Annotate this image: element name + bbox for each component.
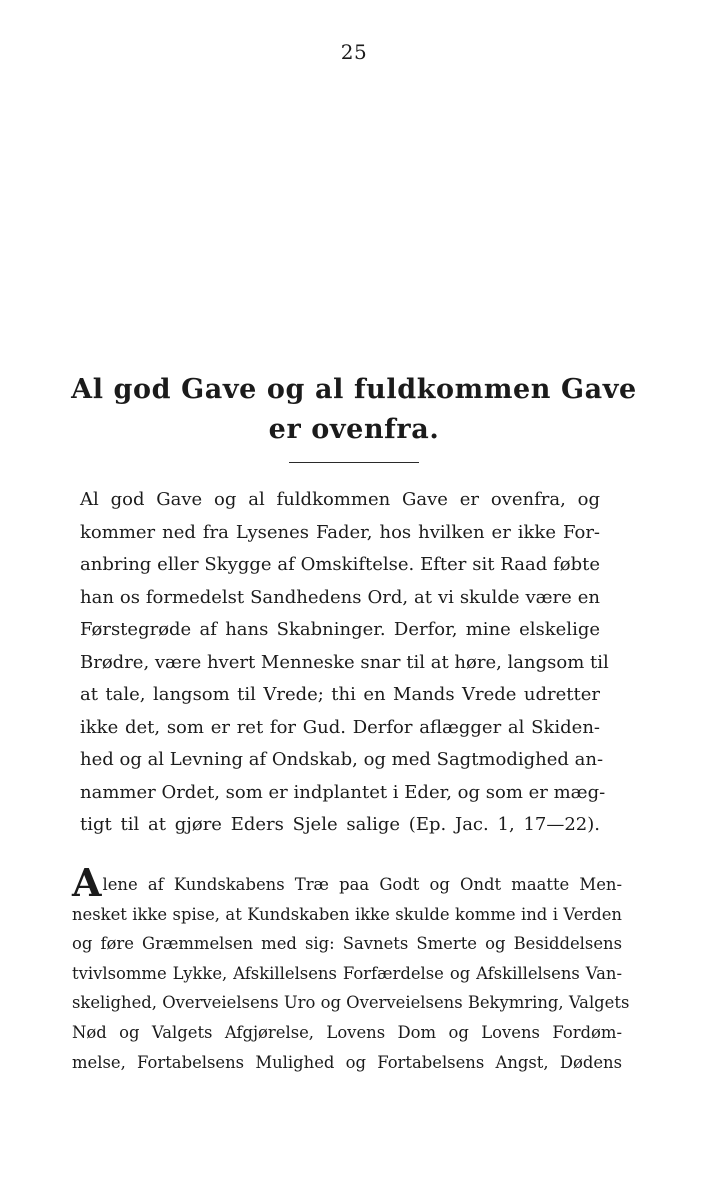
- motto-line: Brødre, være hvert Menneske snar til at høre, langsom til: [80, 651, 609, 673]
- body-line: tvivlsomme Lykke, Afskillelsens Forfærdelse og Afskillelsens Van-: [72, 963, 622, 983]
- body-line: Nød og Valgets Afgjørelse, Lovens Dom og Lovens Fordøm-: [72, 1022, 622, 1042]
- body-paragraph: [72, 860, 630, 1077]
- body-line: melse, Fortabelsens Mulighed og Fortabelsens Angst, Dødens: [72, 1052, 622, 1072]
- page-number: 25: [340, 40, 368, 64]
- body-line: skelighed, Overveielsens Uro og Overveielsens Bekymring, Valgets: [72, 993, 630, 1013]
- motto-line: han os formedelst Sandhedens Ord, at vi skulde være en: [80, 586, 600, 608]
- title-divider: [289, 462, 419, 463]
- body-line: og føre Græmmelsen med sig: Savnets Smerte og Besiddelsens: [72, 934, 622, 954]
- body-line-text: lene af Kundskabens Træ paa Godt og Ondt maatte Men-: [102, 875, 622, 894]
- motto-line: anbring eller Skygge af Omskiftelse. Efter sit Raad føbte: [80, 554, 600, 575]
- drop-cap: A: [72, 860, 102, 905]
- chapter-title: [40, 370, 668, 450]
- body-line: nesket ikke spise, at Kundskaben ikke skulde komme ind i Verden: [72, 904, 622, 924]
- motto-line: tigt til at gjøre Eders Sjele salige (Ep. Jac. 1, 17—22).: [80, 814, 600, 835]
- scripture-motto: [80, 484, 609, 842]
- motto-line: kommer ned fra Lysenes Fader, hos hvilken er ikke For-: [80, 521, 600, 543]
- motto-line: Al god Gave og al fuldkommen Gave er ovenfra, og: [80, 489, 600, 510]
- motto-line: Førstegrøde af hans Skabninger. Derfor, mine elskelige: [80, 619, 600, 640]
- motto-line: hed og al Levning af Ondskab, og med Sagtmodighed an-: [80, 749, 604, 770]
- motto-line: ikke det, som er ret for Gud. Derfor aflægger al Skiden-: [80, 716, 600, 738]
- motto-line: at tale, langsom til Vrede; thi en Mands Vrede udretter: [80, 684, 600, 705]
- body-line-first: [72, 860, 622, 905]
- chapter-title-line: Al god Gave og al fuldkommen Gave: [71, 374, 637, 405]
- chapter-title-line: er ovenfra.: [268, 414, 440, 445]
- motto-line: nammer Ordet, som er indplantet i Eder, og som er mæg-: [80, 781, 606, 803]
